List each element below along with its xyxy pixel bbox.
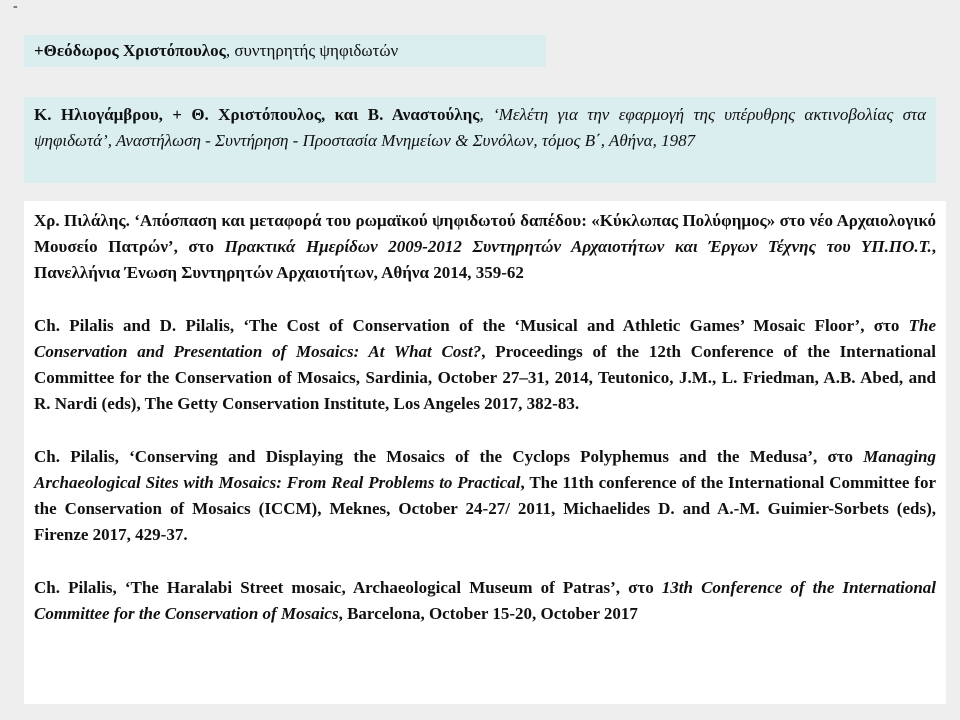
reference-italic: 13th Conference of the International Committee for the Conservation of Mosaics <box>34 578 937 623</box>
reference-box-1987 <box>24 97 936 183</box>
reference-author: Ch. Pilalis <box>34 578 113 597</box>
author-role: , συντηρητής ψηφιδωτών <box>225 41 399 60</box>
reference-author: Ch. Pilalis and D. Pilalis <box>34 316 230 335</box>
reference-item <box>34 313 936 417</box>
reference-text: , Proceedings of the 12th Conference of the International Committee for the Conservation of Mosaics, Sardinia, October 27–31, 2014, Teutonico, J.M., L. Friedman, A.B. Abed, and R. Nardi (eds), The Getty Conservation Institute, Los Angeles 2017, 382-83. <box>34 342 937 413</box>
reference-text: . ‘Απόσπαση και μεταφορά του ρωμαϊκού ψηφιδωτού δαπέδου: «Κύκλωπας Πολύφημος» στο νέο Αρχαιολογικό Μουσείο Πατρών’, στο <box>34 211 937 256</box>
reference-authors: Κ. Ηλιογάμβρου, + Θ. Χριστόπουλος, και Β. Αναστούλης <box>34 105 480 124</box>
reference-text: , Barcelona, October 15-20, October 2017 <box>338 604 638 623</box>
author-name: +Θεόδωρος Χριστόπουλος <box>34 41 226 60</box>
reference-italic: Managing Archaeological Sites with Mosaics: From Real Problems to Practical <box>34 447 937 492</box>
reference-text: , ‘The Haralabi Street mosaic, Archaeological Museum of Patras’, στο <box>112 578 662 597</box>
reference-author: Χρ. Πιλάλης <box>34 211 126 230</box>
author-box <box>24 35 546 67</box>
reference-separator: , <box>479 105 494 124</box>
reference-author: Ch. Pilalis <box>34 447 115 466</box>
reference-italic: The Conservation and Presentation of Mosaics: At What Cost? <box>34 316 936 361</box>
reference-text: , The 11th conference of the International Committee for the Conservation of Mosaics (ICCM), Meknes, October 24-27/ 2011, Michaelides D. and A.-M. Guimier-Sorbets (eds), Firenze 2017, 429-37. <box>34 473 936 544</box>
reference-italic: Πρακτικά Ημερίδων 2009-2012 Συντηρητών Αρχαιοτήτων και Έργων Τέχνης του ΥΠ.ΠΟ.Τ. <box>224 237 932 256</box>
reference-text: , ‘The Cost of Conservation of the ‘Musical and Athletic Games’ Mosaic Floor’, στο <box>229 316 909 335</box>
reference-item <box>34 575 936 627</box>
reference-text: , Πανελλήνια Ένωση Συντηρητών Αρχαιοτήτων, Αθήνα 2014, 359-62 <box>34 237 936 282</box>
reference-text: , ‘Conserving and Displaying the Mosaics of the Cyclops Polyphemus and the Medusa’, στο <box>114 447 864 466</box>
reference-title: ‘Μελέτη για την εφαρμογή της υπέρυθρης ακτινοβολίας στα ψηφιδωτά’, Αναστήλωση - Συντήρηση - Προστασία Μνημείων & Συνόλων, τόμος Β΄, Αθήνα, 1987 <box>34 105 926 150</box>
reference-item <box>34 208 936 286</box>
reference-item <box>34 444 936 548</box>
references-list <box>24 201 946 704</box>
slide-marker: - <box>13 0 18 14</box>
